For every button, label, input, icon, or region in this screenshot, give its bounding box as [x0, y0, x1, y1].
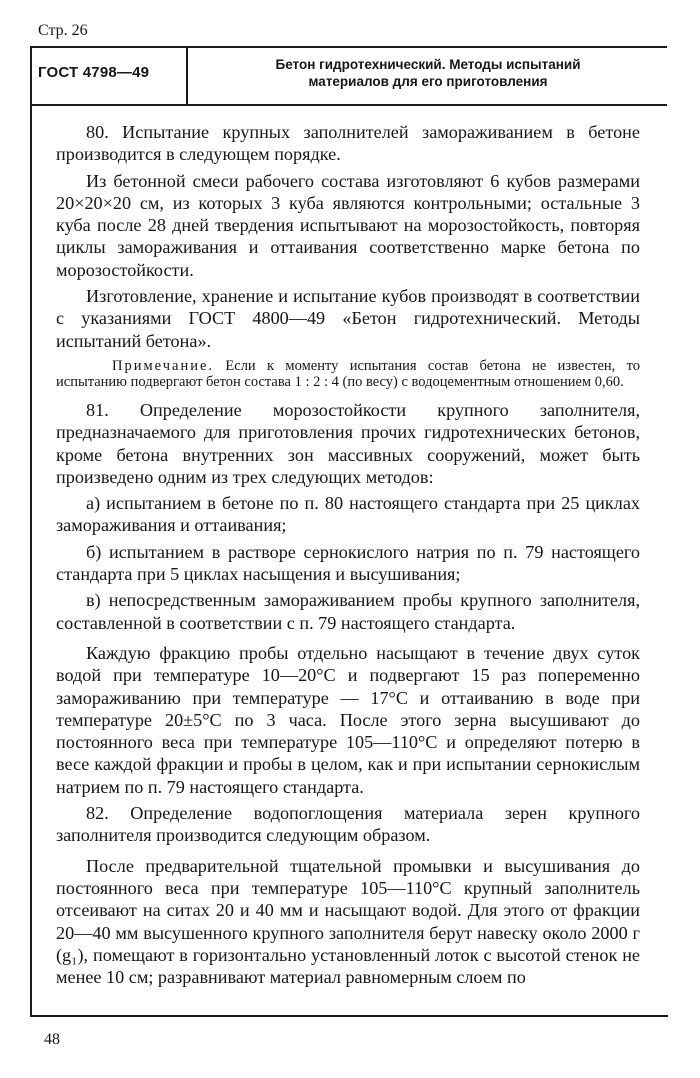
- page-frame-bottom-rule: [30, 1015, 668, 1017]
- page-number-bottom: 48: [44, 1031, 60, 1048]
- clause-81: 81. Определение морозостойкости крупного заполнителя, предназначаемого для приготовления прочих гидротехнических бетонов, кроме бетона внутренних зон массивных сооружений, может быть произведено одним из трех следующих методов:: [56, 399, 640, 487]
- note-text: Если к моменту испытания состав бетона не известен, то испытанию подвергают бетон состава 1 : 2 : 4 (по весу) с водоцементным отношением 0,60.: [56, 357, 641, 391]
- header-divider: [186, 48, 188, 104]
- running-header: [30, 46, 667, 106]
- clause-80-reference: Изготовление, хранение и испытание кубов производят в соответствии с указаниями ГОСТ 4800—49 «Бетон гидротехнический. Методы испытаний бетона».: [56, 286, 640, 351]
- clause-81-item-a: а) испытанием в бетоне по п. 80 настоящего стандарта при 25 циклах замораживания и оттаивания;: [56, 493, 640, 536]
- clause-82: 82. Определение водопоглощения материала зерен крупного заполнителя производится следующим образом.: [56, 803, 640, 846]
- note: [56, 358, 640, 391]
- page-body: [56, 121, 640, 992]
- page-frame-left-rule: [30, 46, 32, 1016]
- note-label: Примечание.: [112, 357, 215, 374]
- clause-80-procedure: Из бетонной смеси рабочего состава изготовляют 6 кубов размерами 20×20×20 см, из которых 3 куба являются контрольными; остальные 3 куба после 28 дней твердения испытывают на морозостойкость, повторяя циклы замораживания и оттаивания соответственно марке бетона по морозостойкости.: [56, 170, 640, 280]
- header-title-line1: Бетон гидротехнический. Методы испытаний: [275, 57, 581, 72]
- header-title-line2: материалов для его приготовления: [308, 74, 548, 89]
- clause-81-procedure: Каждую фракцию пробы отдельно насыщают в течение двух суток водой при температуре 10—20°C и подвергают 15 раз попеременно замораживанию при температуре — 17°C и оттаиванию в воде при температуре 20±5°C по 3 часа. После этого зерна высушивают до постоянного веса при температуре 105—110°C и определяют потерю в весе каждой фракции и пробы в целом, как и при испытании сернокислым натрием по п. 79 настоящего стандарта.: [56, 642, 640, 797]
- clause-80: 80. Испытание крупных заполнителей замораживанием в бетоне производится в следующем порядке.: [56, 122, 640, 165]
- standard-number: ГОСТ 4798—49: [38, 64, 150, 81]
- clause-82-procedure: После предварительной тщательной промывки и высушивания до постоянного веса при температуре 105—110°C крупный заполнитель отсеивают на ситах 20 и 40 мм и насыщают водой. Для этого от фракции 20—40 мм высушенного крупного заполнителя берут навеску около 2000 г (g₁), помещают в горизонтально установленный лоток с высотой стенок не менее 10 см; разравнивают материал равномерным слоем по: [56, 855, 640, 988]
- page-label-top: Стр. 26: [38, 22, 88, 39]
- header-title: [198, 56, 658, 90]
- clause-81-item-c: в) непосредственным замораживанием пробы крупного заполнителя, составленной в соответствии с п. 79 настоящего стандарта.: [56, 590, 640, 633]
- clause-81-item-b: б) испытанием в растворе сернокислого натрия по п. 79 настоящего стандарта при 5 циклах насыщения и высушивания;: [56, 541, 640, 585]
